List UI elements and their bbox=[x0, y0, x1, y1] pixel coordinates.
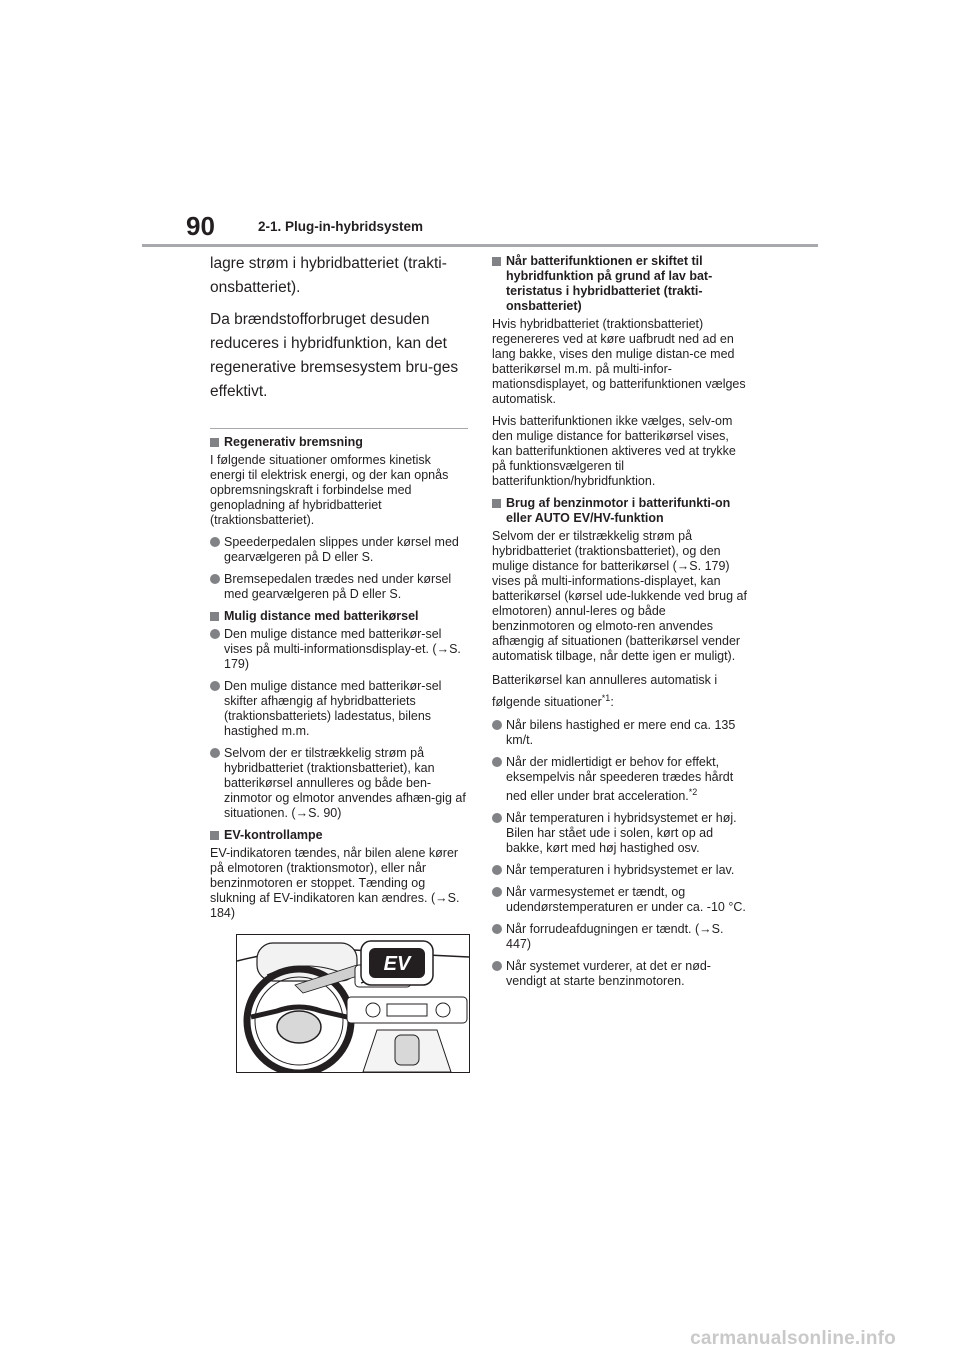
list-item bbox=[210, 535, 468, 565]
header-rule bbox=[142, 244, 818, 247]
square-bullet-icon bbox=[492, 499, 501, 508]
square-bullet-icon bbox=[210, 831, 219, 840]
circle-bullet-icon bbox=[492, 757, 502, 767]
dashboard-figure bbox=[236, 934, 470, 1073]
circle-bullet-icon bbox=[492, 720, 502, 730]
paragraph: EV-indikatoren tændes, når bilen alene kører på elmotoren (traktionsmotor), eller når benzinmotoren er stoppet. Tænding og slukning af EV-indikatoren kan ændres. (→S. 184) bbox=[210, 846, 460, 920]
list-item-text: Når varmesystemet er tændt, og udendørstemperaturen er under ca. -10 °C. bbox=[506, 885, 746, 915]
list-item bbox=[210, 746, 468, 821]
heading-text: Når batterifunktionen er skiftet til hybridfunktion på grund af lav bat-teristatus i hybridbatteriet (trakti-onsbatteriet) bbox=[506, 254, 713, 313]
list-item bbox=[210, 572, 468, 602]
square-bullet-icon bbox=[492, 257, 501, 266]
footnote-marker: *2 bbox=[688, 787, 698, 798]
list-item-text: Bremsepedalen trædes ned under kørsel med gearvælgeren på D eller S. bbox=[224, 572, 452, 601]
circle-bullet-icon bbox=[210, 629, 220, 639]
circle-bullet-icon bbox=[210, 574, 220, 584]
list-item bbox=[492, 811, 750, 856]
intro-paragraph: lagre strøm i hybridbatteriet (trakti-onsbatteriet). bbox=[210, 255, 447, 296]
circle-bullet-icon bbox=[492, 865, 502, 875]
paragraph: Selvom der er tilstrækkelig strøm på hybridbatteriet (traktionsbatteriet), og den mulige distance for batterikørsel (→S. 179) vises på multi-informations-displayet, kan batterikørsel (kørsel ude-lukkende ved brug af elmotoren) annul-leres og både benzinmotoren og elmoto-ren anvendes afhængig af situationen (batterikørsel vender automatisk tilbage, når dette igen er muligt). bbox=[492, 529, 747, 663]
square-bullet-icon bbox=[210, 612, 219, 621]
paragraph: Hvis batterifunktionen ikke vælges, selv-om den mulige distance for batterikørsel vises, kan batterifunktionen aktiveres ved at trykke på funktionsvælgeren til batterifunktion/hybridfunktion. bbox=[492, 414, 736, 488]
circle-bullet-icon bbox=[492, 924, 502, 934]
intro-paragraph: Da brændstofforbruget desuden reduceres i hybridfunktion, kan det regenerative bremsesystem bru-ges effektivt. bbox=[210, 311, 459, 400]
circle-bullet-icon bbox=[492, 813, 502, 823]
list-item-text: Når temperaturen i hybridsystemet er lav. bbox=[506, 863, 735, 878]
square-bullet-icon bbox=[210, 438, 219, 447]
list-item bbox=[210, 627, 468, 672]
list-item-text: Speederpedalen slippes under kørsel med gearvælgeren på D eller S. bbox=[224, 535, 459, 564]
list-item bbox=[492, 959, 750, 989]
heading-text: Brug af benzinmotor i batterifunkti-on eller AUTO EV/HV-funktion bbox=[506, 496, 731, 525]
divider bbox=[210, 428, 468, 429]
list-item bbox=[492, 863, 750, 878]
list-item bbox=[492, 718, 750, 748]
list-item-text: Når der midlertidigt er behov for effekt, eksempelvis når speederen trædes hårdt ned eller under brat acceleration. bbox=[506, 755, 734, 804]
paragraph-text: Batterikørsel kan annulleres automatisk i følgende situationer bbox=[492, 673, 718, 710]
heading-low-battery bbox=[492, 254, 750, 314]
paragraph: Hvis hybridbatteriet (traktionsbatteriet) regenereres ved at køre uafbrudt ned ad en lang bakke, vises den mulige distan-ce med batterikørsel m.m. på multi-infor-mationsdisplayet, og batterifunktionen vælges automatisk. bbox=[492, 317, 746, 406]
circle-bullet-icon bbox=[210, 681, 220, 691]
heading-engine-use bbox=[492, 496, 750, 526]
list-item-text: Den mulige distance med batterikør-sel vises på multi-informationsdisplay-et. (→S. 179) bbox=[224, 627, 461, 671]
circle-bullet-icon bbox=[210, 537, 220, 547]
list-item-text: Den mulige distance med batterikør-sel skifter afhængig af hybridbatteriets (traktionsbatteriets) ladestatus, bilens hastighed m.m. bbox=[224, 679, 442, 738]
intro-block bbox=[210, 252, 468, 404]
dashboard-illustration bbox=[237, 935, 469, 1072]
circle-bullet-icon bbox=[492, 961, 502, 971]
section-title: 2-1. Plug-in-hybridsystem bbox=[258, 219, 424, 234]
list-item bbox=[492, 922, 750, 952]
circle-bullet-icon bbox=[492, 887, 502, 897]
list-item bbox=[492, 885, 750, 915]
list-item-text: Når systemet vurderer, at det er nød-vendigt at starte benzinmotoren. bbox=[506, 959, 711, 989]
list-item-text: Selvom der er tilstrækkelig strøm på hybridbatteriet (traktionsbatteriet), kan batterikørsel annulleres og både ben-zinmotor og elmotor anvendes afhæn-gig af situationen. (→S. 90) bbox=[224, 746, 466, 820]
list-item-text: Når bilens hastighed er mere end ca. 135 km/t. bbox=[506, 718, 736, 748]
ev-indicator-label: EV bbox=[383, 953, 411, 975]
watermark: carmanualsonline.info bbox=[690, 1328, 896, 1349]
list-item-text: Når temperaturen i hybridsystemet er høj. Bilen har stået ude i solen, kørt op ad bakke, kørt med høj hastighed osv. bbox=[506, 811, 737, 856]
list-item-text: Når forrudeafdugningen er tændt. (→S. 447) bbox=[506, 922, 724, 952]
heading-regenerative-braking bbox=[210, 435, 468, 450]
page-number: 90 bbox=[186, 211, 215, 241]
paragraph-text-end: : bbox=[610, 695, 614, 710]
heading-ev-indicator bbox=[210, 828, 468, 843]
paragraph: I følgende situationer omformes kinetisk energi til elektrisk energi, og der kan opnås opbremsningskraft i forbindelse med genopladning af hybridbatteriet (traktionsbatteriet). bbox=[210, 453, 449, 527]
list-item bbox=[210, 679, 468, 739]
heading-text: Regenerativ bremsning bbox=[224, 435, 363, 449]
paragraph bbox=[492, 671, 750, 711]
left-column bbox=[210, 252, 468, 1073]
right-column bbox=[492, 252, 750, 996]
circle-bullet-icon bbox=[210, 748, 220, 758]
heading-battery-distance bbox=[210, 609, 468, 624]
footnote-marker: *1 bbox=[601, 693, 611, 703]
heading-text: Mulig distance med batterikørsel bbox=[224, 609, 419, 623]
list-item bbox=[492, 755, 750, 804]
heading-text: EV-kontrollampe bbox=[224, 828, 323, 842]
